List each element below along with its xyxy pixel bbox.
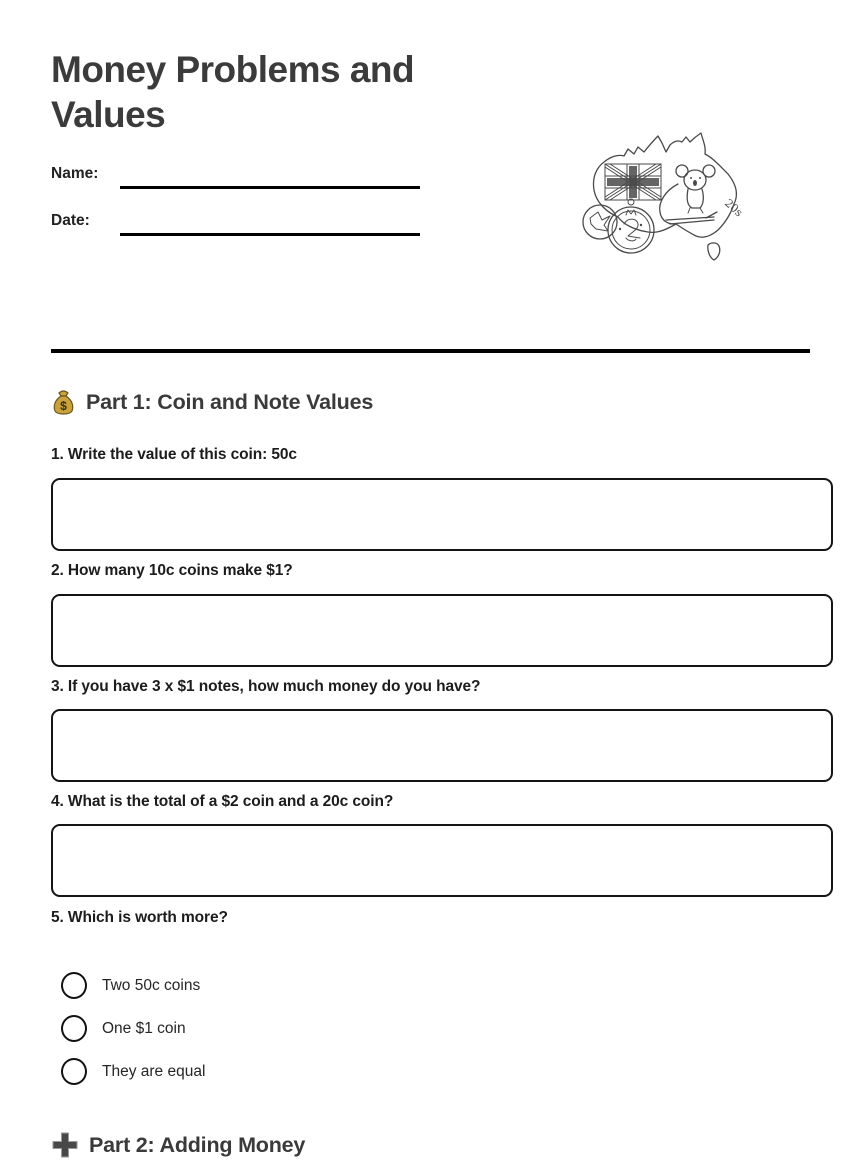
- radio-option-one-1-dollar-coin[interactable]: [61, 1015, 186, 1042]
- coin-crown-illustration: [608, 199, 654, 253]
- question-3-answer-box[interactable]: [51, 709, 833, 782]
- part1-title: Part 1: Coin and Note Values: [86, 389, 374, 414]
- date-label: Date:: [51, 212, 90, 229]
- question-1-answer-box[interactable]: [51, 478, 833, 551]
- page-title: Money Problems and Values: [51, 49, 415, 135]
- radio-option-label: Two 50c coins: [102, 976, 201, 994]
- name-input-line[interactable]: [120, 186, 420, 189]
- radio-option-they-are-equal[interactable]: [61, 1058, 205, 1085]
- radio-option-two-50c-coins[interactable]: [61, 972, 200, 999]
- question-3-label: 3. If you have 3 x $1 notes, how much money do you have?: [51, 678, 481, 695]
- question-5-label: 5. Which is worth more?: [51, 909, 228, 926]
- radio-circle[interactable]: [61, 1015, 87, 1042]
- question-1-label: 1. Write the value of this coin: 50c: [51, 446, 297, 463]
- radio-option-label: They are equal: [102, 1062, 206, 1080]
- name-label: Name:: [51, 165, 99, 182]
- radio-circle[interactable]: [61, 1058, 87, 1085]
- section-divider: [51, 349, 810, 353]
- plus-icon: [52, 1132, 78, 1158]
- australia-map-illustration: [578, 112, 756, 264]
- part2-title: Part 2: Adding Money: [89, 1132, 306, 1157]
- question-4-answer-box[interactable]: [51, 824, 833, 897]
- map-text: 20s: [721, 196, 746, 220]
- svg-text:$: $: [60, 399, 67, 413]
- radio-option-label: One $1 coin: [102, 1019, 186, 1037]
- question-4-label: 4. What is the total of a $2 coin and a 20c coin?: [51, 793, 394, 810]
- part1-heading: [52, 388, 373, 416]
- question-2-answer-box[interactable]: [51, 594, 833, 667]
- date-input-line[interactable]: [120, 233, 420, 236]
- koala-illustration: [676, 165, 715, 213]
- radio-circle[interactable]: [61, 972, 87, 999]
- union-jack-flag: [605, 164, 661, 200]
- money-bag-icon: [52, 388, 75, 416]
- part2-heading: [52, 1132, 305, 1158]
- question-2-label: 2. How many 10c coins make $1?: [51, 562, 293, 579]
